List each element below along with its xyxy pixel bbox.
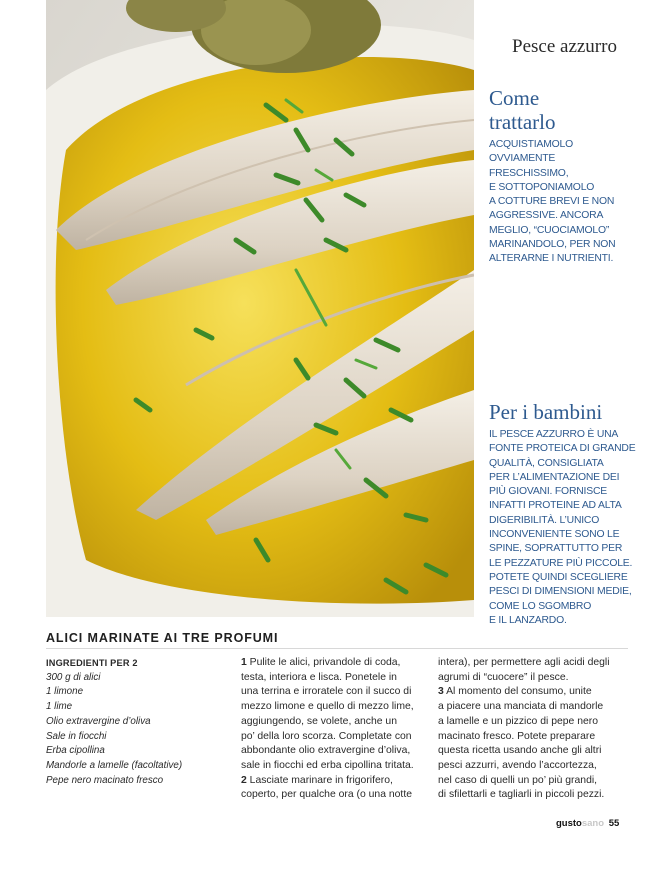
sidebar-heading-how-to-treat: Come trattarlo [489, 86, 556, 134]
recipe-title: ALICI MARINATE AI TRE PROFUMI [46, 631, 279, 645]
ingredient-item: Mandorle a lamelle (facoltative) [46, 759, 183, 771]
page-number: 55 [608, 818, 620, 829]
step-text: intera), per permettere agli acidi degli agrumi di “cuocere” il pesce. [438, 657, 610, 683]
step-text: Al momento del consumo, unite a piacere una manciata di mandorle a lamelle e un pizzico di pepe nero macinato fresco. Potete preparare questa ricetta usando anche gli altri pesci azzurri, avendo l’accortezza, nel caso di quelli un po’ più grandi, di sfilettarli e tagliarli in piccoli pezzi. [438, 686, 605, 801]
step-number: 2 [241, 774, 247, 786]
step-number: 3 [438, 686, 444, 698]
ingredient-item: 1 limone [46, 686, 84, 698]
ingredients-heading: INGREDIENTI PER 2 [46, 658, 138, 668]
ingredient-item: 300 g di alici [46, 671, 101, 683]
ingredients-list [46, 656, 182, 788]
ingredient-item: Sale in fiocchi [46, 730, 107, 742]
ingredient-item: Olio extravergine d’oliva [46, 715, 151, 727]
magazine-logo-suffix: sano [581, 818, 605, 829]
page-footer [556, 818, 619, 829]
recipe-column-2 [241, 656, 436, 803]
recipe-divider [46, 648, 628, 649]
step-number: 1 [241, 657, 247, 668]
magazine-logo: gusto [556, 818, 582, 829]
sidebar-heading-for-children: Per i bambini [489, 400, 603, 424]
section-title: Pesce azzurro [512, 36, 617, 57]
ingredient-item: Erba cipollina [46, 745, 105, 757]
ingredient-item: Pepe nero macinato fresco [46, 774, 164, 786]
marinated-anchovies-photo [46, 0, 474, 617]
recipe-column-3 [438, 656, 628, 803]
sidebar-text-for-children: IL PESCE AZZURRO È UNA FONTE PROTEICA DI GRANDE QUALITÀ, CONSIGLIATA PER L’ALIMENTAZIONE DEI PIÙ GIOVANI. FORNISCE INFATTI PROTEINE AD ALTA DIGERIBILITÀ. L’UNICO INCONVENIENTE SONO LE SPINE, SOPRATTUTTO PER LE PEZZATURE PIÙ PICCOLE. POTETE QUINDI SCEGLIERE PESCI DI DIMENSIONI MEDIE, COME LO SGOMBRO E IL LANZARDO. [489, 429, 636, 626]
sidebar-text-how-to-treat: ACQUISTIAMOLO OVVIAMENTE FRESCHISSIMO, E SOTTOPONIAMOLO A COTTURE BREVI E NON AGGRESSIVE. ANCORA MEGLIO, “CUOCIAMOLO” MARINANDOLO, PER NON ALTERARNE I NUTRIENTI. [489, 139, 616, 265]
step-text: Lasciate marinare in frigorifero, coperto, per qualche ora (o una notte [241, 774, 412, 801]
ingredient-item: 1 lime [46, 701, 73, 713]
step-text: Pulite le alici, privandole di coda, testa, interiora e lisca. Ponetele in una terrina e irroratele con il succo di mezzo limone e quello di mezzo lime, aggiungendo, se volete, anche un po’ della loro scorza. Completate con abbondante olio extravergine d’oliva, sale in fiocchi ed erba cipollina tritata. [241, 657, 414, 771]
